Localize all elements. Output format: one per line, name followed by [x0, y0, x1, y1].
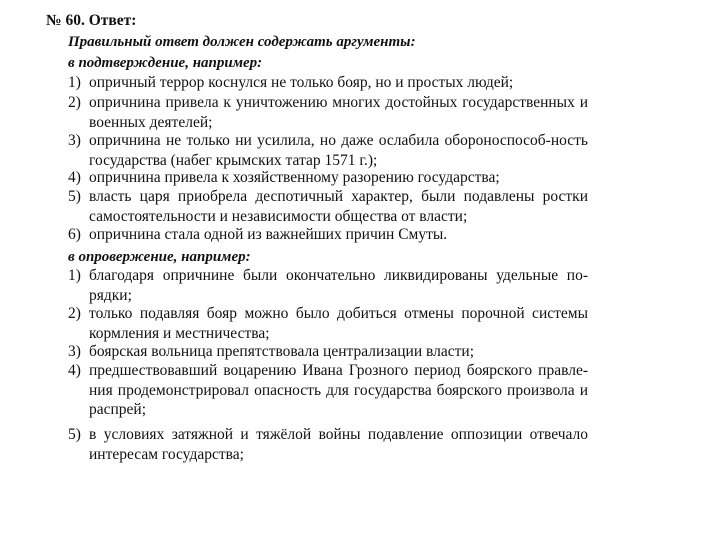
refute-item-text: предшествовавший воцарению Ивана Грозного период боярского правле-ния продемонстрировал опасность для государства боярского произвола и распрей; [89, 362, 588, 419]
support-item-text: опричнина стала одной из важнейших причин Смуты. [89, 226, 448, 243]
refute-item-number: 2) [68, 305, 81, 322]
refute-label: в опровержение, например: [68, 249, 251, 265]
support-item-number: 2) [68, 94, 81, 111]
answer-heading: № 60. Ответ: [46, 12, 137, 29]
refute-item-number: 1) [68, 267, 81, 284]
support-item-6 [68, 225, 588, 245]
refute-item-number: 3) [68, 343, 81, 360]
support-item-5 [68, 187, 588, 226]
refute-item-5 [68, 425, 588, 464]
support-item-text: власть царя приобрела деспотичный характер, были подавлены ростки самостоятельности и независимости общества от власти; [89, 188, 588, 225]
support-item-number: 1) [68, 74, 81, 91]
answer-intro: Правильный ответ должен содержать аргументы: [68, 34, 416, 50]
support-item-number: 5) [68, 188, 81, 205]
refute-item-3 [68, 342, 588, 362]
support-item-1 [68, 73, 588, 93]
refute-item-number: 5) [68, 426, 81, 443]
refute-item-text: в условиях затяжной и тяжёлой войны подавление оппозиции отвечало интересам государства; [89, 426, 588, 463]
refute-item-text: боярская вольница препятствовала централизации власти; [89, 343, 475, 360]
support-item-4 [68, 168, 588, 188]
support-item-number: 6) [68, 226, 81, 243]
support-item-2 [68, 93, 588, 132]
support-label: в подтверждение, например: [68, 55, 263, 71]
support-item-3 [68, 131, 588, 170]
refute-item-number: 4) [68, 362, 81, 379]
support-item-text: опричнина привела к уничтожению многих достойных государственных и военных деятелей; [89, 94, 588, 131]
refute-item-4 [68, 361, 588, 420]
refute-item-text: благодаря опричнине были окончательно ликвидированы удельные по-рядки; [89, 267, 588, 304]
refute-item-2 [68, 304, 588, 343]
support-item-text: опричнина не только ни усилила, но даже ослабила обороноспособ-ность государства (набег крымских татар 1571 г.); [89, 132, 588, 169]
support-item-text: опричный террор коснулся не только бояр, но и простых людей; [89, 74, 514, 91]
support-item-text: опричнина привела к хозяйственному разорению государства; [89, 169, 500, 186]
refute-item-text: только подавляя бояр можно было добиться отмены порочной системы кормления и местничества; [89, 305, 588, 342]
refute-item-1 [68, 266, 588, 305]
support-item-number: 3) [68, 132, 81, 149]
support-item-number: 4) [68, 169, 81, 186]
